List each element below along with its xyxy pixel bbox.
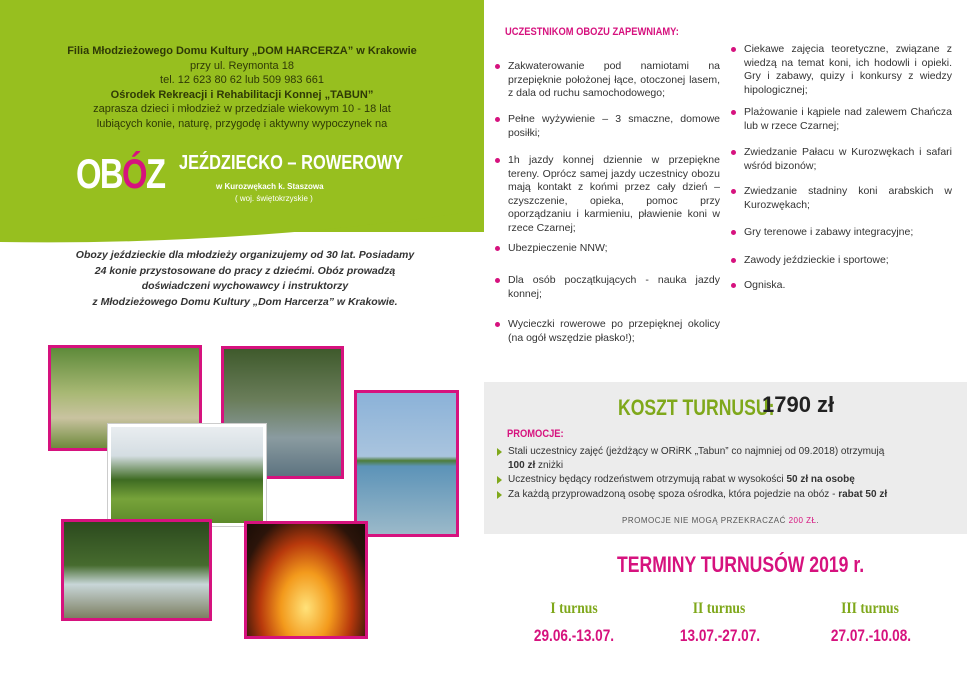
cost-value: 1790 zł [762, 392, 835, 417]
cost-label: KOSZT TURNUSU: [618, 395, 775, 420]
promo-note [622, 516, 819, 525]
term-name: II turnus [692, 600, 746, 617]
provide-item: Ciekawe zajęcia teoretyczne, związane z wiedzą na temat koni, ich hodowli i opieki. Gry i zabawy, quizy i konkursy z wiedzy hipologicznej; [744, 43, 952, 96]
header-line-3: tel. 12 623 80 62 lub 509 983 661 [160, 74, 324, 86]
promo-2-text: Uczestnicy będący rodzeństwem otrzymują rabat w wysokości [508, 474, 784, 485]
provide-item: Zawody jeździeckie i sportowe; [744, 254, 952, 268]
promo-note-end: . [816, 516, 820, 525]
promo-1-amount: 100 zł [508, 460, 536, 471]
provide-item: Zakwaterowanie pod namiotami na przepięknie położonej łące, otoczonej lasem, z dala od ruchu samochodowego; [508, 60, 720, 99]
provide-title: UCZESTNIKOM OBOZU ZAPEWNIAMY: [505, 26, 679, 38]
provide-item: 1h jazdy konnej dziennie w przepiękne tereny. Oprócz samej jazdy uczestnicy obozu mają kontakt z końmi przez cały dzień – czyszczenie, opieka, pomoc przy oporządzaniu i karmieniu, pławienie koni w rzece Czarnej; [508, 154, 720, 234]
term-name: I turnus [550, 600, 598, 617]
intro-text [60, 248, 430, 310]
camp-region: ( woj. świętokrzyskie ) [235, 194, 313, 203]
oboz-title [76, 150, 164, 198]
term-dates: 13.07.-27.07. [679, 626, 761, 645]
header-line-5: zaprasza dzieci i młodzież w przedziale wiekowym 10 - 18 lat [93, 103, 391, 115]
provide-item: Ubezpieczenie NNW; [508, 242, 720, 256]
provide-item: Pełne wyżywienie – 3 smaczne, domowe posiłki; [508, 113, 720, 139]
intro-line-1: Obozy jeździeckie dla młodzieży organizujemy od 30 lat. Posiadamy [75, 249, 415, 261]
provide-item: Plażowanie i kąpiele nad zalewem Chańcza lub w rzece Czarnej; [744, 106, 952, 132]
promo-3-amount: rabat 50 zł [838, 489, 888, 500]
oboz-title-b: Ó [122, 150, 146, 197]
camp-kind: JEŹDZIECKO – ROWEROWY [179, 152, 404, 174]
promo-title: PROMOCJE: [507, 428, 564, 440]
promo-item-referral [508, 488, 948, 502]
promo-item-regulars [508, 445, 938, 473]
oboz-title-a: OB [76, 150, 123, 197]
camp-location: w Kurozwękach k. Staszowa [216, 182, 324, 191]
promo-note-text: PROMOCJE NIE MOGĄ PRZEKRACZAĆ [622, 516, 786, 525]
intro-line-2: 24 konie przystosowane do pracy z dziećmi. Obóz prowadzą [94, 264, 396, 277]
photo-lake-beach [354, 390, 459, 537]
provide-item: Zwiedzanie stadniny koni arabskich w Kurozwękach; [744, 185, 952, 211]
provide-item: Ogniska. [744, 279, 952, 293]
promo-2-amount: 50 zł na osobę [786, 474, 855, 485]
header-text [0, 44, 484, 131]
promo-3-text: Za każdą przyprowadzoną osobę spoza ośrodka, która pojedzie na obóz - [508, 489, 836, 500]
header-line-6: lubiących konie, naturę, przygodę i aktywny wypoczynek na [96, 117, 388, 130]
intro-line-3: doświadczeni wychowawcy i instruktorzy [141, 280, 349, 292]
term-name: III turnus [841, 600, 899, 617]
terms-title: TERMINY TURNUSÓW 2019 r. [617, 552, 865, 577]
oboz-title-c: Z [145, 150, 165, 197]
header-line-1: Filia Młodzieżowego Domu Kultury „DOM HARCERZA” w Krakowie [67, 45, 417, 57]
provide-item: Zwiedzanie Pałacu w Kurozwękach i safari wśród bizonów; [744, 146, 952, 172]
photo-campfire [244, 521, 368, 639]
term-dates: 29.06.-13.07. [533, 626, 615, 645]
header-line-2: przy ul. Reymonta 18 [190, 59, 294, 72]
provide-item: Dla osób początkujących - nauka jazdy konnej; [508, 274, 720, 300]
header-curve [0, 200, 484, 250]
provide-item: Gry terenowe i zabawy integracyjne; [744, 226, 952, 240]
provide-item: Wycieczki rowerowe po przepięknej okolicy (na ogół wszędzie płasko!); [508, 318, 720, 344]
header-line-4: Ośrodek Rekreacji i Rehabilitacji Konnej „TABUN” [110, 88, 374, 101]
photo-river-riding [61, 519, 212, 621]
promo-note-limit: 200 ZŁ [788, 516, 817, 525]
term-dates: 27.07.-10.08. [830, 626, 912, 645]
promo-item-siblings [508, 473, 948, 487]
intro-line-4: z Młodzieżowego Domu Kultury „Dom Harcerza” w Krakowie. [92, 295, 398, 308]
promo-1-suffix: zniżki [538, 460, 564, 471]
photo-meadow-riders [108, 424, 266, 526]
promo-1-text: Stali uczestnicy zajęć (jeżdżący w ORiRK „Tabun” co najmniej od 09.2018) otrzymują [508, 446, 885, 457]
